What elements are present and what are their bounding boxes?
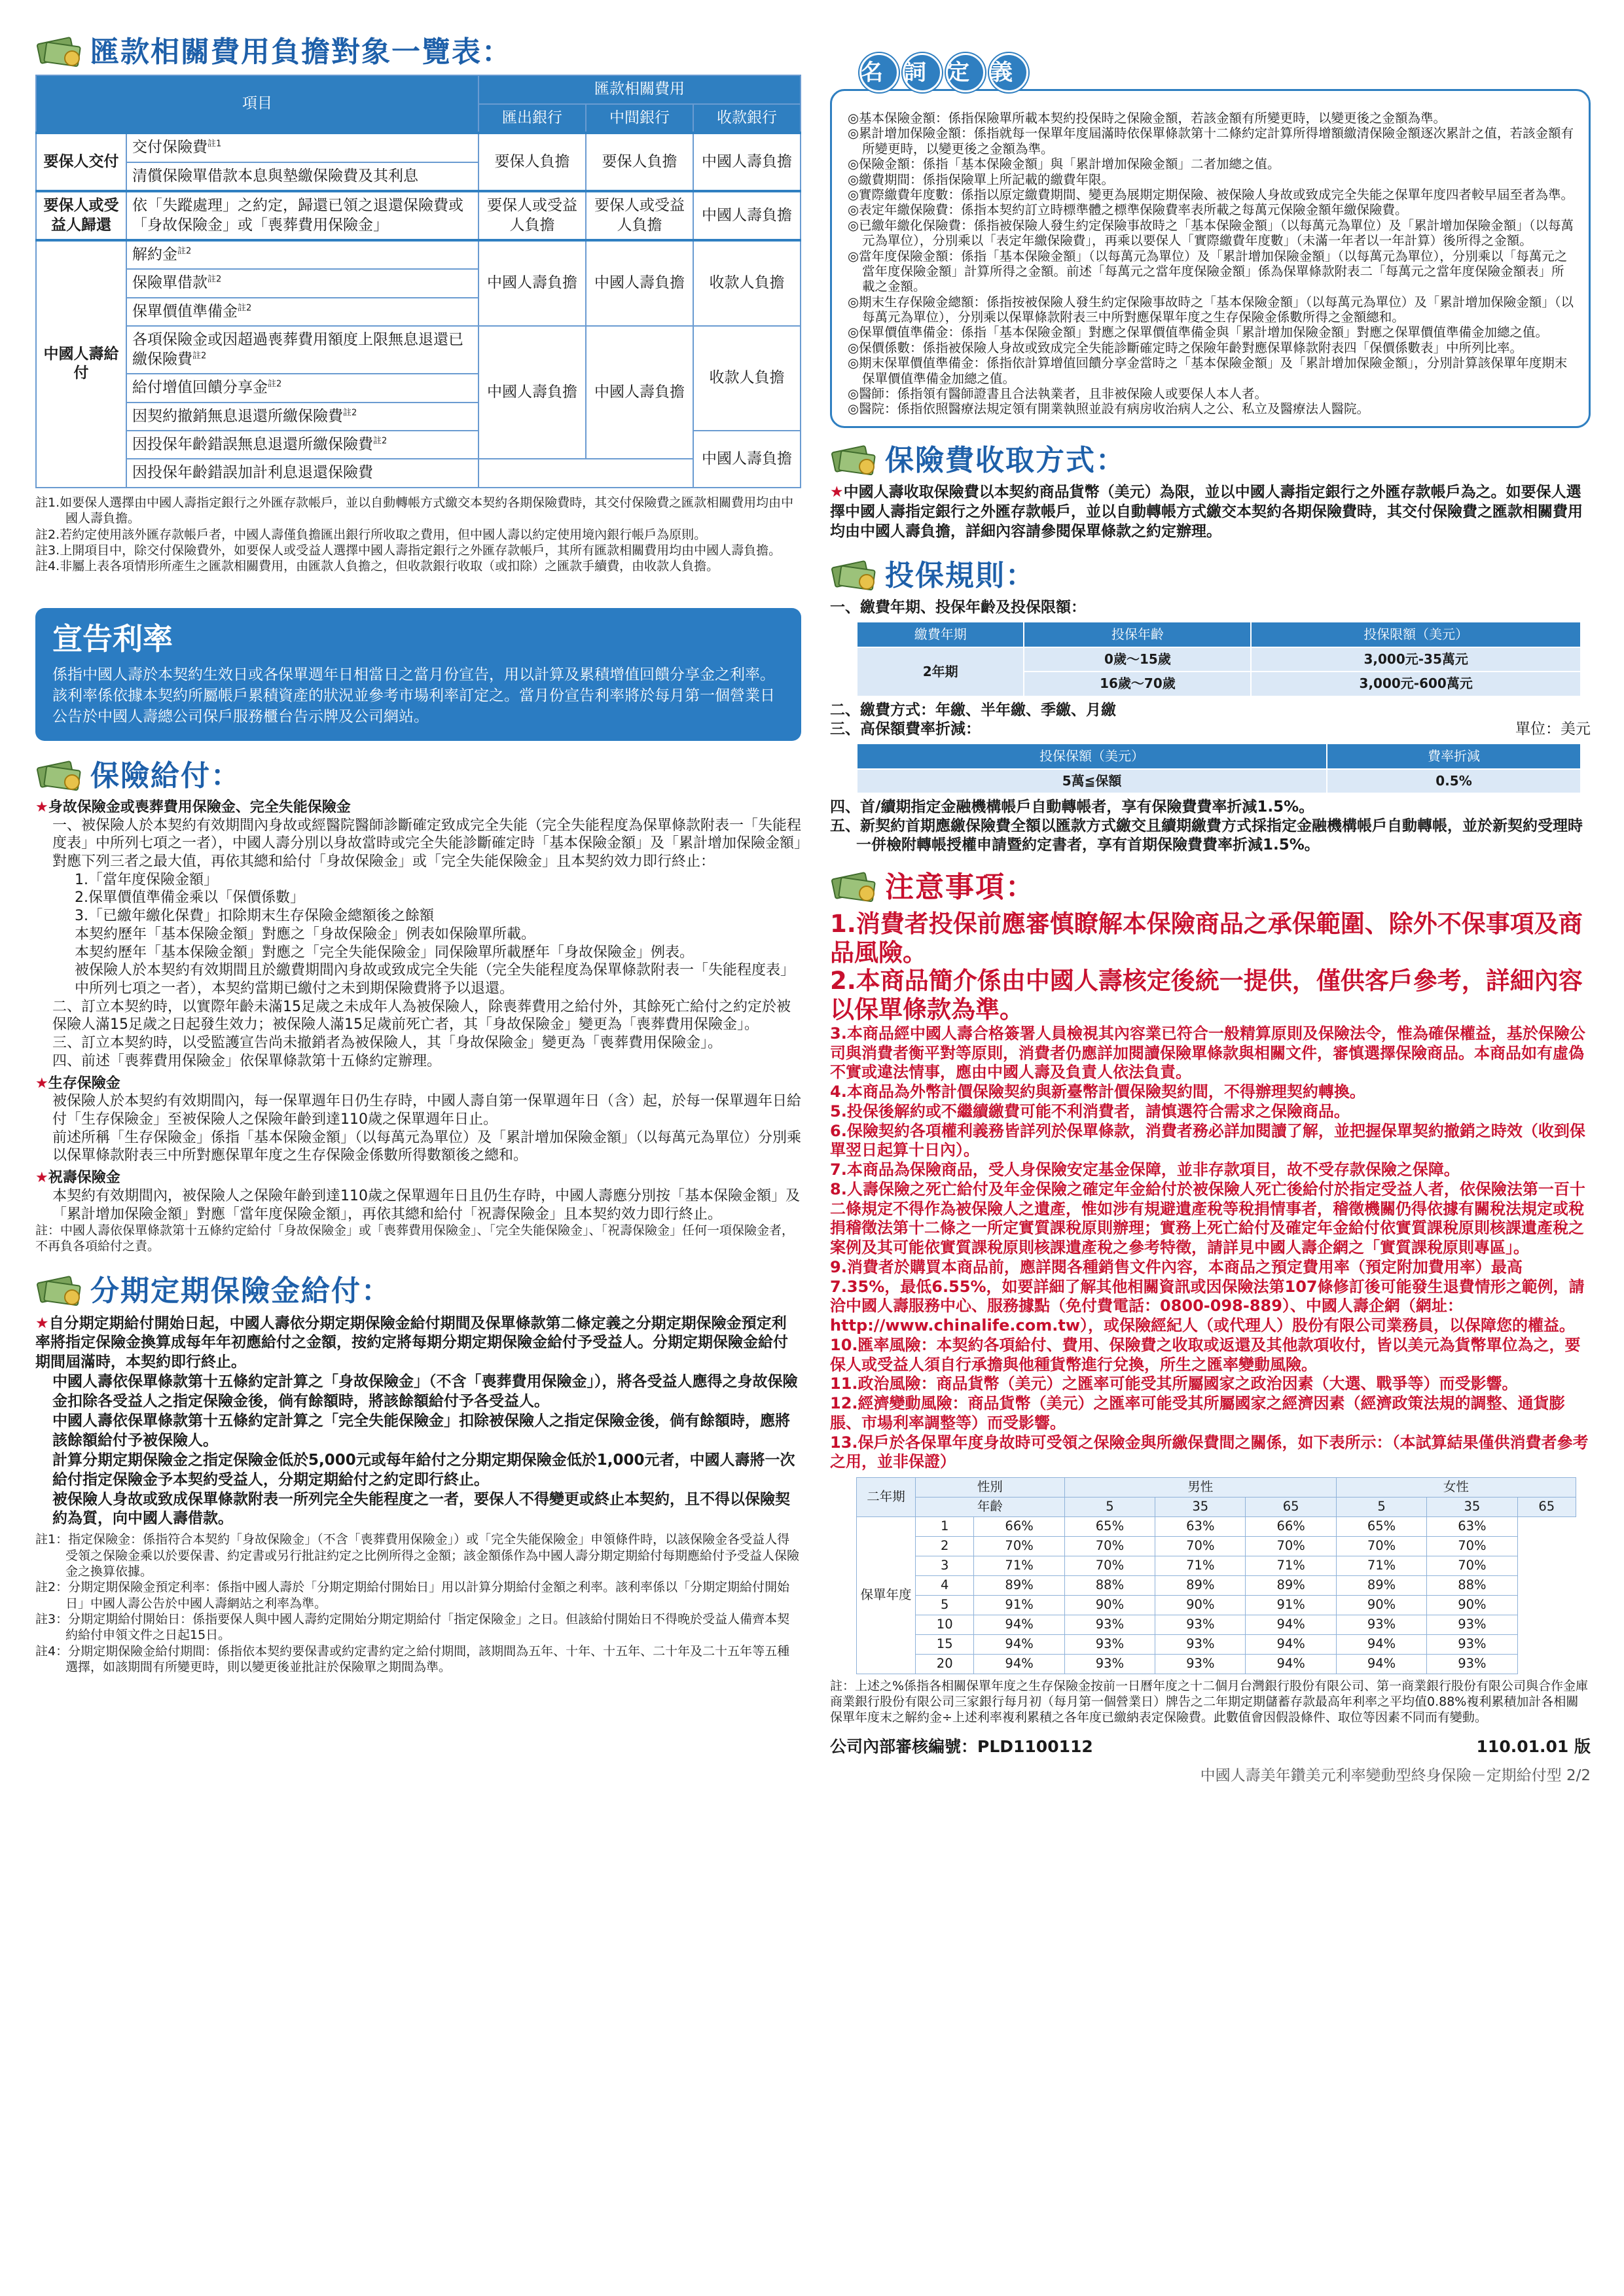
notice-list: [830, 910, 1591, 1472]
fee-cell: 中國人壽負擔: [693, 431, 801, 488]
ratio-cell: 70%: [1064, 1556, 1155, 1575]
ratio-year: 1: [916, 1516, 974, 1536]
money-icon: [35, 37, 82, 67]
benefit-body: [35, 798, 801, 1255]
benefit-section-title: [35, 758, 801, 795]
ratio-cell: 93%: [1336, 1615, 1426, 1634]
benefit-title: 保險給付：: [90, 759, 241, 793]
fee-table: [35, 75, 801, 488]
notice-item: 12.經濟變動風險：商品貨幣（美元）之匯率可能受其所屬國家之經濟因素（經濟政策法規的調整、通貨膨脹、市場利率調整等）而受影響。: [830, 1394, 1565, 1432]
install-note: 註4：分期定期保險金給付期間：係指依本契約要保書或約定書約定之給付期間，該期間為五年、十年、十五年、二十年及二十五年等五種選擇，如該期間有所變更時，則以變更後並批註於保險單之期間為準。: [35, 1643, 790, 1674]
rules-body: [830, 598, 1591, 855]
ratio-cell: 93%: [1064, 1654, 1155, 1674]
star-icon: ★: [35, 1314, 49, 1332]
notice-item: 3.本商品經中國人壽合格簽署人員檢視其內容業已符合一般精算原則及保險法令，惟為確保權益，基於保險公司與消費者衡平對等原則，消費者仍應詳加閱讀保險單條款與相關文件，審慎選擇保險商品。本商品如有虛偽不實或違法情事，應由中國人壽及負責人依法負責。: [830, 1024, 1585, 1082]
ratio-note: 註：上述之%係指各相關保單年度之生存保險金按前一日曆年度之十二個月台灣銀行股份有限公司、第一商業銀行股份有限公司與合作金庫商業銀行股份有限公司三家銀行每月初（每月第一個營業日）牌告之二年期定期儲蓄存款最高年利率之平均值0.88%複利累積加計各相關保單年度末之解約金÷上述利率複利累積之各年度已繳納表定保險費。此數值會因假設條件、取位等因素不同而有變動。: [830, 1678, 1589, 1725]
table-cell: 16歲～70歲: [1024, 672, 1251, 696]
ratio-cell: 65%: [1064, 1516, 1155, 1536]
notice-item: 2.本商品簡介係由中國人壽核定後統一提供，僅供客戶參考，詳細內容以保單條款為準。: [830, 967, 1583, 1024]
ratio-cell: 89%: [974, 1575, 1064, 1595]
ratio-cell: 90%: [1336, 1595, 1426, 1615]
fee-note: 註2.若約定使用該外匯存款帳戶者，中國人壽僅負擔匯出銀行所收取之費用，但中國人壽以約定使用境內銀行帳戶為原則。: [35, 527, 707, 542]
definitions-box: [830, 59, 1591, 428]
fee-head-col: 匯出銀行: [478, 104, 586, 133]
fee-cell: 要保人負擔: [478, 133, 586, 191]
ratio-cell: 94%: [1336, 1654, 1426, 1674]
ratio-table: [856, 1477, 1576, 1674]
money-icon: [35, 761, 82, 791]
ratio-row: [857, 1595, 1576, 1615]
ratio-age-label: 年齡: [916, 1498, 1065, 1517]
age-limit-table: [856, 621, 1581, 697]
money-icon: [830, 561, 877, 591]
money-icon: [830, 872, 877, 903]
ratio-female: 女性: [1336, 1478, 1576, 1498]
fee-cell: 中國人壽負擔: [478, 240, 586, 326]
rules-heading: 四、首/續期指定金融機構帳戶自動轉帳者，享有保險費費率折減1.5%。: [830, 798, 1314, 816]
install-title: 分期定期保險金給付：: [90, 1274, 391, 1308]
ratio-cell: 90%: [1427, 1595, 1517, 1615]
ratio-cell: 88%: [1427, 1575, 1517, 1595]
fee-item: 因投保年齡錯誤無息退還所繳保險費$^{註2}$: [126, 431, 478, 459]
definition-item: ◎已繳年繳化保險費：係指被保險人發生約定保險事故時之「基本保險金額」（以每萬元為單位）及「累計增加保險金額」（以每萬元為單位），分別乘以「表定年繳保險費」，再乘以要保人「實際繳費年度數」（未滿一年者以一年計算）後所得之金額。: [848, 217, 1574, 249]
ratio-cell: 90%: [1064, 1595, 1155, 1615]
declare-text: 係指中國人壽於本契約生效日或各保單週年日相當日之當月份宣告，用以計算及累積增值回饋分享金之利率。該利率係依據本契約所屬帳戶累積資產的狀況並參考市場利率訂定之。當月份宣告利率將於每月第一個營業日公告於中國人壽總公司保戶服務櫃台告示牌及公司網站。: [52, 666, 775, 725]
install-note: 註1：指定保險金：係指符合本契約「身故保險金」（不含「喪葬費用保險金」）或「完全失能保險金」申領條件時，以該保險金各受益人得受領之保險金乘以於要保書、約定書或另行批註約定之比例所得之金額；該金額係作為中國人壽分期定期給付每期應給付予受益人保險金之換算依據。: [35, 1532, 800, 1579]
definitions-badge: [845, 53, 1028, 92]
fee-cell: 要保人負擔: [586, 133, 693, 191]
table-header: 投保保額（美元）: [857, 744, 1327, 769]
table-cell: 2年期: [857, 647, 1024, 696]
footer-code-row: [830, 1736, 1591, 1757]
ratio-age: 65: [1517, 1498, 1576, 1517]
ratio-year: 2: [916, 1536, 974, 1556]
ratio-cell: 71%: [1155, 1556, 1246, 1575]
fee-head-item: 項目: [36, 75, 478, 133]
install-note: 註2：分期定期保險金預定利率：係指中國人壽於「分期定期給付開始日」用以計算分期給付金額之利率。該利率係以「分期定期給付開始日」中國人壽公告於中國人壽網站之利率為準。: [35, 1580, 790, 1611]
definition-item: ◎期末保單價值準備金：係指依計算增值回饋分享金當時之「基本保險金額」及「累計增加保險金額」，分別計算該保單年度期末保單價值準備金加總之值。: [848, 355, 1568, 386]
money-icon: [35, 1276, 82, 1306]
fee-note: 註1.如要保人選擇由中國人壽指定銀行之外匯存款帳戶，並以自動轉帳方式繳交本契約各期保險費時，其交付保險費之匯款相關費用均由中國人壽負擔。: [35, 495, 794, 526]
fee-notes: [35, 495, 801, 575]
ratio-cell: 70%: [1246, 1536, 1336, 1556]
star-icon: ★: [35, 1075, 48, 1092]
fee-cell: 收款人負擔: [693, 326, 801, 431]
fee-cell: 中國人壽負擔: [693, 191, 801, 240]
rules-heading: 五、新契約首期應繳保險費全額以匯款方式繳交且續期繳費方式採指定金融機構帳戶自動轉帳，並於新契約受理時一併檢附轉帳授權申請暨約定書者，享有首期保險費費率折減1.5%。: [830, 817, 1583, 853]
badge-char: 義: [989, 53, 1028, 92]
benefit-paragraph: 本契約歷年「基本保險金額」對應之「完全失能保險金」同保險單所載歷年「身故保險金」例表。: [75, 944, 695, 961]
rules-heading: 二、繳費方式：年繳、半年繳、季繳、月繳: [830, 701, 1116, 719]
benefit-list-item: 2.保單價值準備金乘以「保價係數」: [75, 889, 304, 906]
definition-item: ◎實際繳費年度數：係指以原定繳費期間、變更為展期定期保險、被保險人身故或致成完全失能之保單年度四者較早屆至者為準。: [848, 187, 1574, 202]
notice-item: 11.政治風險：商品貨幣（美元）之匯率可能受其所屬國家之政治因素（大選、戰爭等）而受影響。: [830, 1374, 1518, 1393]
definition-item: ◎基本保險金額：係指保險單所載本契約投保時之保險金額，若該金額有所變更時，以變更後之金額為準。: [848, 111, 1447, 126]
ratio-row: [857, 1575, 1576, 1595]
ratio-year: 3: [916, 1556, 974, 1575]
ratio-male: 男性: [1064, 1478, 1336, 1498]
ratio-cell: 94%: [974, 1654, 1064, 1674]
declare-rate-box: [35, 608, 801, 740]
ratio-cell: 89%: [1246, 1575, 1336, 1595]
definition-item: ◎當年度保險金額：係指「基本保險金額」（以每萬元為單位）及「累計增加保險金額」（以每萬元為單位），分別乘以「每萬元之當年度保險金額」計算所得之金額。前述「每萬元之當年度保險金額」係為保單條款附表二「每萬元之當年度保險金額表」所載之金額。: [848, 248, 1568, 295]
benefit-note: 註：中國人壽依保單條款第十五條約定給付「身故保險金」或「喪葬費用保險金」、「完全失能保險金」、「祝壽保險金」任何一項保險金者，不再負各項給付之責。: [35, 1223, 795, 1254]
badge-char: 定: [946, 53, 985, 92]
version-label: 110.01.01 版: [1476, 1736, 1591, 1756]
install-paragraph: 中國人壽依保單條款第十五條約定計算之「完全失能保險金」扣除被保險人之指定保險金後，倘有餘額時，應將該餘額給付予被保險人。: [52, 1412, 790, 1449]
install-section-title: [35, 1273, 801, 1310]
ratio-cell: 63%: [1427, 1516, 1517, 1536]
install-paragraph: 自分期定期給付開始日起，中國人壽依分期定期保險金給付期間及保單條款第二條定義之分期定期保險金預定利率將指定保險金換算成每年年初應給付之金額，按約定將每期分期定期保險金給付予受益人。分期定期保險金給付期間屆滿時，本契約即行終止。: [35, 1314, 788, 1371]
ratio-cell: 65%: [1336, 1516, 1426, 1536]
ratio-sex-label: 性別: [916, 1478, 1065, 1498]
ratio-row: [857, 1516, 1576, 1536]
benefit-paragraph: 被保險人於本契約有效期間內，每一保單週年日仍生存時，中國人壽自第一保單週年日（含）起，於每一保單週年日給付「生存保險金」至被保險人之保險年齡到達110歲之保單週年日止。: [52, 1093, 802, 1128]
fee-item: 依「失蹤處理」之約定，歸還已領之退還保險費或「身故保險金」或「喪葬費用保險金」: [126, 191, 478, 240]
ratio-cell: 94%: [974, 1615, 1064, 1634]
benefit-paragraph: 前述所稱「生存保險金」係指「基本保險金額」（以每萬元為單位）及「累計增加保險金額」（以每萬元為單位）分別乘以保單條款附表三中所對應保單年度之生存保險金係數所得數額後之總和。: [52, 1129, 802, 1164]
fee-item: 因契約撤銷無息退還所繳保險費$^{註2}$: [126, 403, 478, 431]
benefit-heading: 身故保險金或喪葬費用保險金、完全失能保險金: [48, 798, 351, 816]
fee-cell: 要保人或受益人負擔: [478, 191, 586, 240]
benefit-list-item: 3.「已繳年繳化保費」扣除期末生存保險金總額後之餘額: [75, 908, 434, 925]
declare-title: 宣告利率: [52, 621, 173, 657]
badge-char: 詞: [903, 53, 942, 92]
benefit-paragraph: 本契約有效期間內，被保險人之保險年齡到達110歲之保單週年日且仍生存時，中國人壽應分別按「基本保險金額」及「累計增加保險金額」對應「當年度保險金額」，再依其總和給付「祝壽保險金」且本契約效力即行終止。: [52, 1187, 800, 1223]
table-cell: 5萬≦保額: [857, 769, 1327, 793]
definition-item: ◎醫院：係指依照醫療法規定領有開業執照並設有病房收治病人之公、私立及醫療法人醫院。: [848, 401, 1370, 417]
benefit-heading: 祝壽保險金: [48, 1170, 120, 1187]
ratio-cell: 71%: [1336, 1556, 1426, 1575]
install-paragraph: 中國人壽依保單條款第十五條約定計算之「身故保險金」（不含「喪葬費用保險金」），將各受益人應得之身故保險金扣除各受益人之指定保險金後，倘有餘額時，將該餘額給付予各受益人。: [52, 1373, 798, 1410]
ratio-cell: 93%: [1427, 1654, 1517, 1674]
table-cell: 3,000元-35萬元: [1251, 647, 1581, 672]
premium-text: 中國人壽收取保險費以本契約商品貨幣（美元）為限，並以中國人壽指定銀行之外匯存款帳戶為之。如要保人選擇中國人壽指定銀行之外匯存款帳戶，並以自動轉帳方式繳交本契約各期保險費時，其交付保險費之匯款相關費用均由中國人壽負擔，詳細內容請參閱保單條款之約定辦理。: [830, 484, 1583, 540]
notice-section-title: [830, 869, 1591, 906]
unit-label: 單位：美元: [1515, 720, 1591, 738]
product-name: 中國人壽美年鑽美元利率變動型終身保險－定期給付型 2/2: [1200, 1767, 1591, 1784]
fee-title: 匯款相關費用負擔對象一覽表：: [90, 35, 512, 69]
ratio-row-label: 保單年度: [857, 1516, 916, 1674]
ratio-cell: 93%: [1064, 1634, 1155, 1654]
rules-section-title: [830, 558, 1591, 594]
ratio-cell: 94%: [1246, 1615, 1336, 1634]
install-body: [35, 1314, 801, 1530]
table-cell: 3,000元-600萬元: [1251, 672, 1581, 696]
benefit-paragraph: 二、訂立本契約時，以實際年齡未滿15足歲之未成年人為被保險人，除喪葬費用之給付外，其餘死亡給付之約定於被保險人滿15足歲之日起發生效力；被保險人滿15足歲前死亡者，其「身故保險金」變更為「喪葬費用保險金」。: [52, 998, 791, 1033]
definition-item: ◎醫師：係指領有醫師證書且合法執業者，且非被保險人或要保人本人者。: [848, 386, 1268, 402]
notice-item: 6.保險契約各項權利義務皆詳列於保單條款，消費者務必詳加閱讀了解，並把握保單契約撤銷之時效（收到保單翌日起算十日內）。: [830, 1121, 1585, 1160]
fee-party: 要保人或受益人歸還: [36, 191, 126, 240]
fee-note: 註3.上開項目中，除交付保險費外，如要保人或受益人選擇中國人壽指定銀行之外匯存款帳戶，其所有匯款相關費用均由中國人壽負擔。: [35, 543, 782, 558]
notice-title: 注意事項：: [885, 870, 1036, 904]
benefit-heading: 生存保險金: [48, 1075, 120, 1092]
ratio-cell: 89%: [1155, 1575, 1246, 1595]
ratio-cell: 91%: [1246, 1595, 1336, 1615]
fee-cell: 中國人壽負擔: [693, 133, 801, 191]
ratio-row: [857, 1654, 1576, 1674]
notice-item: 5.投保後解約或不繼續繳費可能不利消費者，請慎選符合需求之保險商品。: [830, 1102, 1350, 1121]
ratio-cell: 70%: [1427, 1536, 1517, 1556]
ratio-cell: 70%: [1155, 1536, 1246, 1556]
notice-item: 8.人壽保險之死亡給付及年金保險之確定年金給付於被保險人死亡後給付於指定受益人者，依保險法第一百十二條規定不得作為被保險人之遺產，惟如涉有規避遺產稅等稅捐情事者，稽徵機關仍得依據有關稅法規定或稅捐稽徵法第十二條之一所定實質課稅原則辦理；實務上死亡給付及確定年金給付依實質課稅原則核課遺產稅之案例及其可能依實質課稅原則核課遺產稅之參考特徵，請詳見中國人壽企網之「實質課稅原則專區」。: [830, 1179, 1585, 1257]
fee-item: 清償保險單借款本息與墊繳保險費及其利息: [126, 162, 478, 191]
ratio-cell: 88%: [1064, 1575, 1155, 1595]
install-note: 註3：分期定期給付開始日：係指要保人與中國人壽約定開始分期定期給付「指定保險金」之日。但該給付開始日不得晚於受益人備齊本契約給付申領文件之日起15日。: [35, 1611, 790, 1643]
fee-head-col: 中間銀行: [586, 104, 693, 133]
ratio-year: 10: [916, 1615, 974, 1634]
fee-head-col: 收款銀行: [693, 104, 801, 133]
ratio-cell: 93%: [1427, 1615, 1517, 1634]
fee-cell: 中國人壽負擔: [478, 326, 586, 459]
ratio-row: [857, 1634, 1576, 1654]
table-cell: 0歲～15歲: [1024, 647, 1251, 672]
discount-table: [856, 743, 1581, 794]
ratio-row: [857, 1615, 1576, 1634]
notice-item: 1.消費者投保前應審慎瞭解本保險商品之承保範圍、除外不保事項及商品風險。: [830, 910, 1583, 967]
ratio-cell: 93%: [1155, 1615, 1246, 1634]
ratio-cell: 94%: [1246, 1654, 1336, 1674]
install-paragraph: 被保險人身故或致成保單條款附表一所列完全失能程度之一者，要保人不得變更或終止本契約，且不得以保險契約為質，向中國人壽借款。: [52, 1490, 790, 1528]
ratio-cell: 94%: [1336, 1634, 1426, 1654]
notice-item: 13.保戶於各保單年度身故時可受領之保險金與所繳保費間之關係，如下表所示：（本試算結果僅供消費者參考之用，並非保證）: [830, 1433, 1589, 1471]
review-code: 公司內部審核編號：PLD1100112: [830, 1736, 1093, 1756]
star-icon: ★: [35, 1170, 48, 1187]
definition-item: ◎表定年繳保險費：係指本契約訂立時標準體之標準保險費率表所載之每萬元保險金額年繳保險費。: [848, 202, 1408, 218]
notice-item: 4.本商品為外幣計價保險契約與新臺幣計價保險契約間，不得辦理契約轉換。: [830, 1083, 1365, 1102]
fee-cell: 要保人或受益人負擔: [586, 191, 693, 240]
money-icon: [830, 446, 877, 476]
fee-item: 保單價值準備金$^{註2}$: [126, 298, 478, 326]
ratio-cell: 70%: [1064, 1536, 1155, 1556]
fee-cell: 中國人壽負擔: [586, 240, 693, 326]
rules-heading: 三、高保額費率折減：: [830, 720, 981, 738]
ratio-cell: 71%: [974, 1556, 1064, 1575]
right-column: [830, 47, 1591, 1785]
ratio-year: 5: [916, 1595, 974, 1615]
definition-item: ◎期末生存保險金總額：係指按被保險人發生約定保險事故時之「基本保險金額」（以每萬元為單位）及「累計增加保險金額」（以每萬元為單位），分別乘以保單條款附表三中所對應保單年度之生存保險金係數所得之金額總和。: [848, 294, 1574, 325]
fee-item: 各項保險金或因超過喪葬費用額度上限無息退還已繳保險費$^{註2}$: [126, 326, 478, 374]
benefit-paragraph: 被保險人於本契約有效期間且於繳費期間內身故或致成完全失能（完全失能程度為保單條款附表一「失能程度表」中所列七項之一者），本契約當期已繳付之未到期保險費將予以退還。: [75, 962, 795, 997]
definition-item: ◎保險金額：係指「基本保險金額」與「累計增加保險金額」二者加總之值。: [848, 156, 1280, 172]
ratio-cell: 89%: [1336, 1575, 1426, 1595]
definition-item: ◎保價係數：係指被保險人身故或致成完全失能診斷確定時之保險年齡對應保單條款附表四「保價係數表」中所列比率。: [848, 340, 1523, 355]
benefit-paragraph: 本契約歷年「基本保險金額」對應之「身故保險金」例表如保險單所載。: [75, 925, 536, 942]
benefit-list-item: 1.「當年度保險金額」: [75, 871, 218, 888]
ratio-age: 5: [1336, 1498, 1426, 1517]
ratio-year: 15: [916, 1634, 974, 1654]
fee-cell: 收款人負擔: [693, 240, 801, 326]
ratio-cell: 71%: [1246, 1556, 1336, 1575]
ratio-cell: 93%: [1155, 1654, 1246, 1674]
ratio-year: 20: [916, 1654, 974, 1674]
fee-head-group: 匯款相關費用: [478, 75, 801, 103]
fee-item: 解約金$^{註2}$: [126, 240, 478, 269]
star-icon: ★: [830, 484, 844, 501]
fee-party: 要保人交付: [36, 133, 126, 191]
definition-item: ◎繳費期間：係指保險單上所記載的繳費年限。: [848, 171, 1115, 187]
ratio-cell: 70%: [974, 1536, 1064, 1556]
ratio-year: 4: [916, 1575, 974, 1595]
ratio-cell: 93%: [1427, 1634, 1517, 1654]
benefit-paragraph: 一、被保險人於本契約有效期間內身故或經醫院醫師診斷確定致成完全失能（完全失能程度為保單條款附表一「失能程度表」中所列七項之一者），中國人壽分別以身故當時或完全失能診斷確定時「基本保險金額」及「累計增加保險金額」對應下列三者之最大值，再依其總和給付「身故保險金」或「完全失能保險金」且本契約效力即行終止：: [52, 817, 802, 870]
ratio-term: 二年期: [857, 1478, 916, 1517]
ratio-cell: 90%: [1155, 1595, 1246, 1615]
fee-cell: 中國人壽負擔: [586, 326, 693, 459]
table-header: 繳費年期: [857, 622, 1024, 647]
install-notes: [35, 1532, 801, 1675]
rules-heading: 一、繳費年期、投保年齡及投保限額：: [830, 599, 1086, 617]
rules-title: 投保規則：: [885, 558, 1036, 592]
benefit-paragraph: 四、前述「喪葬費用保險金」依保單條款第十五條約定辦理。: [52, 1052, 442, 1069]
ratio-age: 65: [1246, 1498, 1336, 1517]
fee-note: 註4.非屬上表各項情形所產生之匯款相關費用，由匯款人負擔之，但收款銀行收取（或扣除）之匯款手續費，由收款人負擔。: [35, 559, 719, 574]
ratio-cell: 66%: [1246, 1516, 1336, 1536]
fee-item: 保險單借款$^{註2}$: [126, 269, 478, 297]
fee-item: 因投保年齡錯誤加計利息退還保險費: [126, 459, 478, 487]
table-cell: 0.5%: [1327, 769, 1581, 793]
ratio-cell: 93%: [1155, 1634, 1246, 1654]
ratio-age: 5: [1064, 1498, 1155, 1517]
notice-item: 7.本商品為保險商品，受人身保險安定基金保障，並非存款項目，故不受存款保險之保障。: [830, 1160, 1460, 1179]
ratio-cell: 94%: [1246, 1634, 1336, 1654]
fee-item: 交付保險費$^{註1}$: [126, 133, 478, 162]
definition-item: ◎保單價值準備金：係指「基本保險金額」對應之保單價值準備金與「累計增加保險金額」對應之保單價值準備金加總之值。: [848, 325, 1549, 340]
ratio-age: 35: [1155, 1498, 1246, 1517]
ratio-row: [857, 1536, 1576, 1556]
badge-char: 名: [859, 53, 899, 92]
ratio-cell: 66%: [974, 1516, 1064, 1536]
install-paragraph: 計算分期定期保險金之指定保險金低於5,000元或每年給付之分期定期保險金低於1,000元者，中國人壽將一次給付指定保險金予本契約受益人，分期定期給付之約定即行終止。: [52, 1451, 795, 1488]
table-header: 投保限額（美元）: [1251, 622, 1581, 647]
ratio-cell: 63%: [1155, 1516, 1246, 1536]
fee-item: 給付增值回饋分享金$^{註2}$: [126, 374, 478, 402]
left-column: [35, 34, 801, 1675]
ratio-cell: 70%: [1336, 1536, 1426, 1556]
ratio-cell: 91%: [974, 1595, 1064, 1615]
notice-item: 9.消費者於購買本商品前，應詳閱各種銷售文件內容，本商品之預定費用率（預定附加費用率）最高7.35%，最低6.55%，如要詳細了解其他相關資訊或因保險法第107條修訂後可能發生退費情形之範例，請洽中國人壽服務中心、服務據點（免付費電話：0800-098-889）、中國人壽企網（網址：http://www.chinalife.com.tw），或保險經紀人（或代理人）股份有限公司業務員，以保障您的權益。: [830, 1257, 1585, 1335]
ratio-age: 35: [1427, 1498, 1517, 1517]
notice-item: 10.匯率風險：本契約各項給付、費用、保險費之收取或返還及其他款項收付，皆以美元為貨幣單位為之，要保人或受益人須自行承擔與他種貨幣進行兌換，所生之匯率變動風險。: [830, 1335, 1581, 1374]
ratio-cell: 93%: [1064, 1615, 1155, 1634]
table-header: 費率折減: [1327, 744, 1581, 769]
fee-section-title: [35, 34, 801, 71]
ratio-cell: 94%: [974, 1634, 1064, 1654]
premium-body: [830, 483, 1591, 542]
table-header: 投保年齡: [1024, 622, 1251, 647]
definition-item: ◎累計增加保險金額：係指就每一保單年度屆滿時依保單條款第十二條約定計算所得增額繳清保險金額逐次累計之值，若該金額有所變更時，以變更後之金額為準。: [848, 126, 1574, 156]
ratio-row: [857, 1556, 1576, 1575]
premium-title: 保險費收取方式：: [885, 443, 1126, 477]
fee-party: 中國人壽給付: [36, 240, 126, 488]
star-icon: ★: [35, 798, 48, 816]
premium-section-title: [830, 442, 1591, 479]
ratio-cell: 70%: [1427, 1556, 1517, 1575]
benefit-paragraph: 三、訂立本契約時，以受監護宣告尚未撤銷者為被保險人，其「身故保險金」變更為「喪葬費用保險金」。: [52, 1035, 723, 1052]
